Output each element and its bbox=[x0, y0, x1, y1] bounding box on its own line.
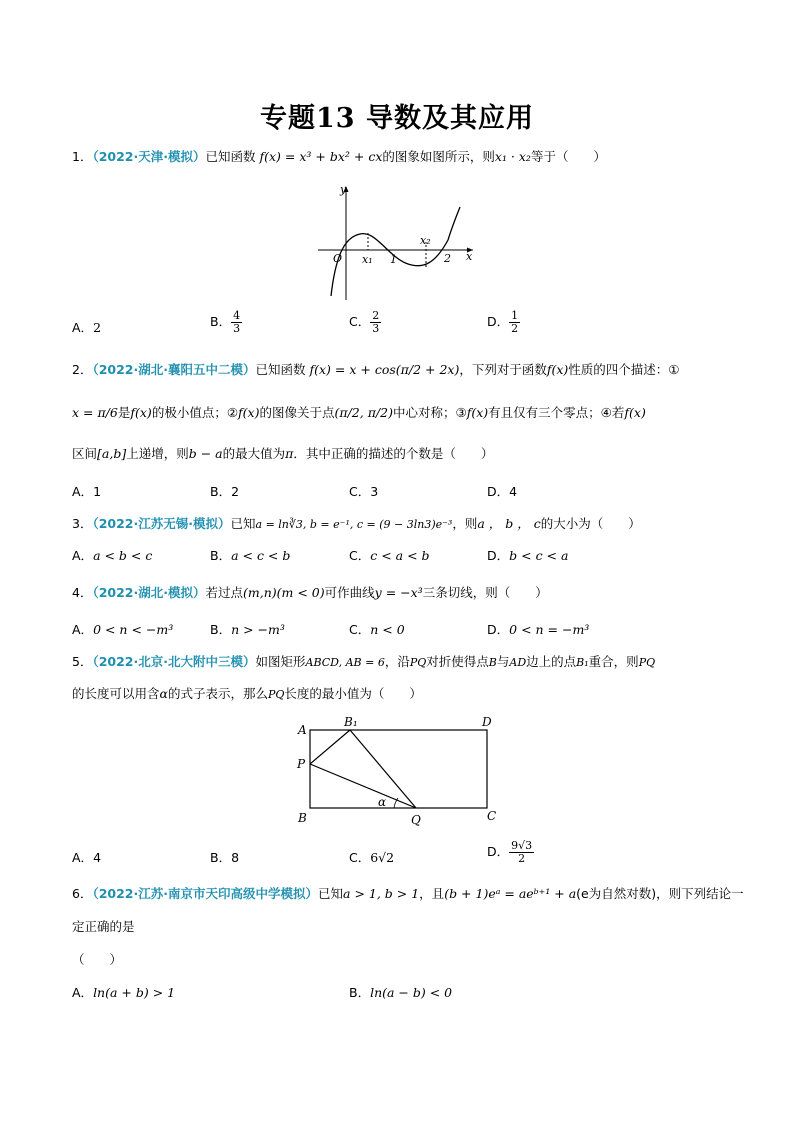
graph-label-y: y bbox=[340, 183, 347, 196]
question-6-line-2: 定正确的是 bbox=[72, 919, 135, 934]
q6-option-a[interactable]: A．ln(a + b) > 1 bbox=[72, 985, 176, 1000]
q2-option-c[interactable]: C．3 bbox=[349, 484, 379, 499]
question-2-line-1: 2．（2022·湖北·襄阳五中二模）已知函数 f(x) = x + cos(π/2 + 2x)，下列对于函数f(x)性质的四个描述：① bbox=[72, 362, 680, 377]
q2-option-a[interactable]: A．1 bbox=[72, 484, 102, 499]
q1-option-c[interactable]: C． $\frac{2}{3}$ bbox=[349, 309, 380, 335]
q3-option-d[interactable]: D．b < c < a bbox=[487, 548, 569, 563]
question-3-stem: 3．（2022·江苏无锡·模拟）已知a = ln∛3, b = e⁻¹, c = (9 − 3ln3)e⁻³，则a ， b ， c的大小为（ ） bbox=[72, 516, 641, 531]
q2-option-b[interactable]: B．2 bbox=[210, 484, 240, 499]
graph-label-origin: O bbox=[333, 252, 343, 265]
q3-option-b[interactable]: B．a < c < b bbox=[210, 548, 291, 563]
q4-option-b[interactable]: B．n > −m³ bbox=[210, 622, 285, 637]
question-1-graph bbox=[318, 182, 478, 302]
fig-label-b: B bbox=[298, 811, 307, 825]
fig-label-q: Q bbox=[411, 813, 421, 827]
q4-option-d[interactable]: D．0 < n = −m³ bbox=[487, 622, 590, 637]
question-5-source: （2022·北京·北大附中三模） bbox=[92, 654, 256, 669]
question-2-line-2: x = π/6是f(x)的极小值点；②f(x)的图像关于点(π/2, π/2)中心对称；③f(x)有且仅有三个零点；④若f(x) bbox=[72, 405, 646, 420]
question-2-line-3: 区间[a,b]上递增，则b − a的最大值为π．其中正确的描述的个数是（ ） bbox=[72, 446, 494, 461]
question-1-source: （2022·天津·模拟） bbox=[92, 149, 206, 164]
fig-label-b1: B₁ bbox=[344, 715, 358, 729]
q4-option-c[interactable]: C．n < 0 bbox=[349, 622, 405, 637]
page-title: 专题13 导数及其应用 bbox=[260, 103, 534, 134]
q1-option-a[interactable]: A．2 bbox=[72, 320, 102, 335]
question-4-stem: 4．（2022·湖北·模拟）若过点(m,n)(m < 0)可作曲线y = −x³三条切线，则（ ） bbox=[72, 585, 548, 600]
q5-option-d[interactable]: D． $\frac{9√3}{2}$ bbox=[487, 839, 533, 865]
graph-label-x1: x₁ bbox=[362, 253, 373, 266]
question-5-figure bbox=[290, 712, 510, 828]
q1-option-b[interactable]: B． $\frac{4}{3}$ bbox=[210, 309, 241, 335]
question-3-source: （2022·江苏无锡·模拟） bbox=[92, 516, 231, 531]
q3-option-c[interactable]: C．c < a < b bbox=[349, 548, 430, 563]
fig-label-alpha: α bbox=[378, 795, 387, 809]
question-6-line-3: （ ） bbox=[72, 952, 123, 967]
question-2-source: （2022·湖北·襄阳五中二模） bbox=[92, 362, 256, 377]
fig-label-a: A bbox=[298, 723, 307, 737]
question-5-line-1: 5．（2022·北京·北大附中三模）如图矩形ABCD, AB = 6，沿PQ对折使得点B与AD边上的点B₁重合，则PQ bbox=[72, 654, 656, 669]
q1-option-d[interactable]: D． $\frac{1}{2}$ bbox=[487, 309, 519, 335]
question-1-stem: 1．（2022·天津·模拟）已知函数 f(x) = x³ + bx² + cx的图象如图所示，则x₁ · x₂等于（ ） bbox=[72, 149, 606, 164]
q5-option-b[interactable]: B．8 bbox=[210, 850, 240, 865]
graph-label-x: x bbox=[466, 250, 473, 263]
q4-option-a[interactable]: A．0 < n < −m³ bbox=[72, 622, 174, 637]
graph-label-1: 1 bbox=[390, 253, 397, 266]
fig-label-c: C bbox=[487, 809, 497, 823]
q6-option-b[interactable]: B．ln(a − b) < 0 bbox=[349, 985, 453, 1000]
q5-option-c[interactable]: C．6√2 bbox=[349, 850, 395, 865]
graph-label-x2: x₂ bbox=[420, 234, 431, 247]
fig-label-p: P bbox=[297, 757, 306, 771]
question-6-source: （2022·江苏·南京市天印高级中学模拟） bbox=[92, 886, 318, 901]
graph-label-2: 2 bbox=[444, 252, 451, 265]
question-5-line-2: 的长度可以用含α的式子表示，那么PQ长度的最小值为（ ） bbox=[72, 686, 422, 701]
q3-option-a[interactable]: A．a < b < c bbox=[72, 548, 153, 563]
question-4-source: （2022·湖北·模拟） bbox=[92, 585, 206, 600]
q2-option-d[interactable]: D．4 bbox=[487, 484, 518, 499]
question-6-line-1: 6．（2022·江苏·南京市天印高级中学模拟）已知a > 1, b > 1，且(b + 1)eᵃ = aeᵇ⁺¹ + a(e为自然对数)，则下列结论一 bbox=[72, 886, 744, 901]
fig-label-d: D bbox=[482, 715, 492, 729]
q5-option-a[interactable]: A．4 bbox=[72, 850, 102, 865]
